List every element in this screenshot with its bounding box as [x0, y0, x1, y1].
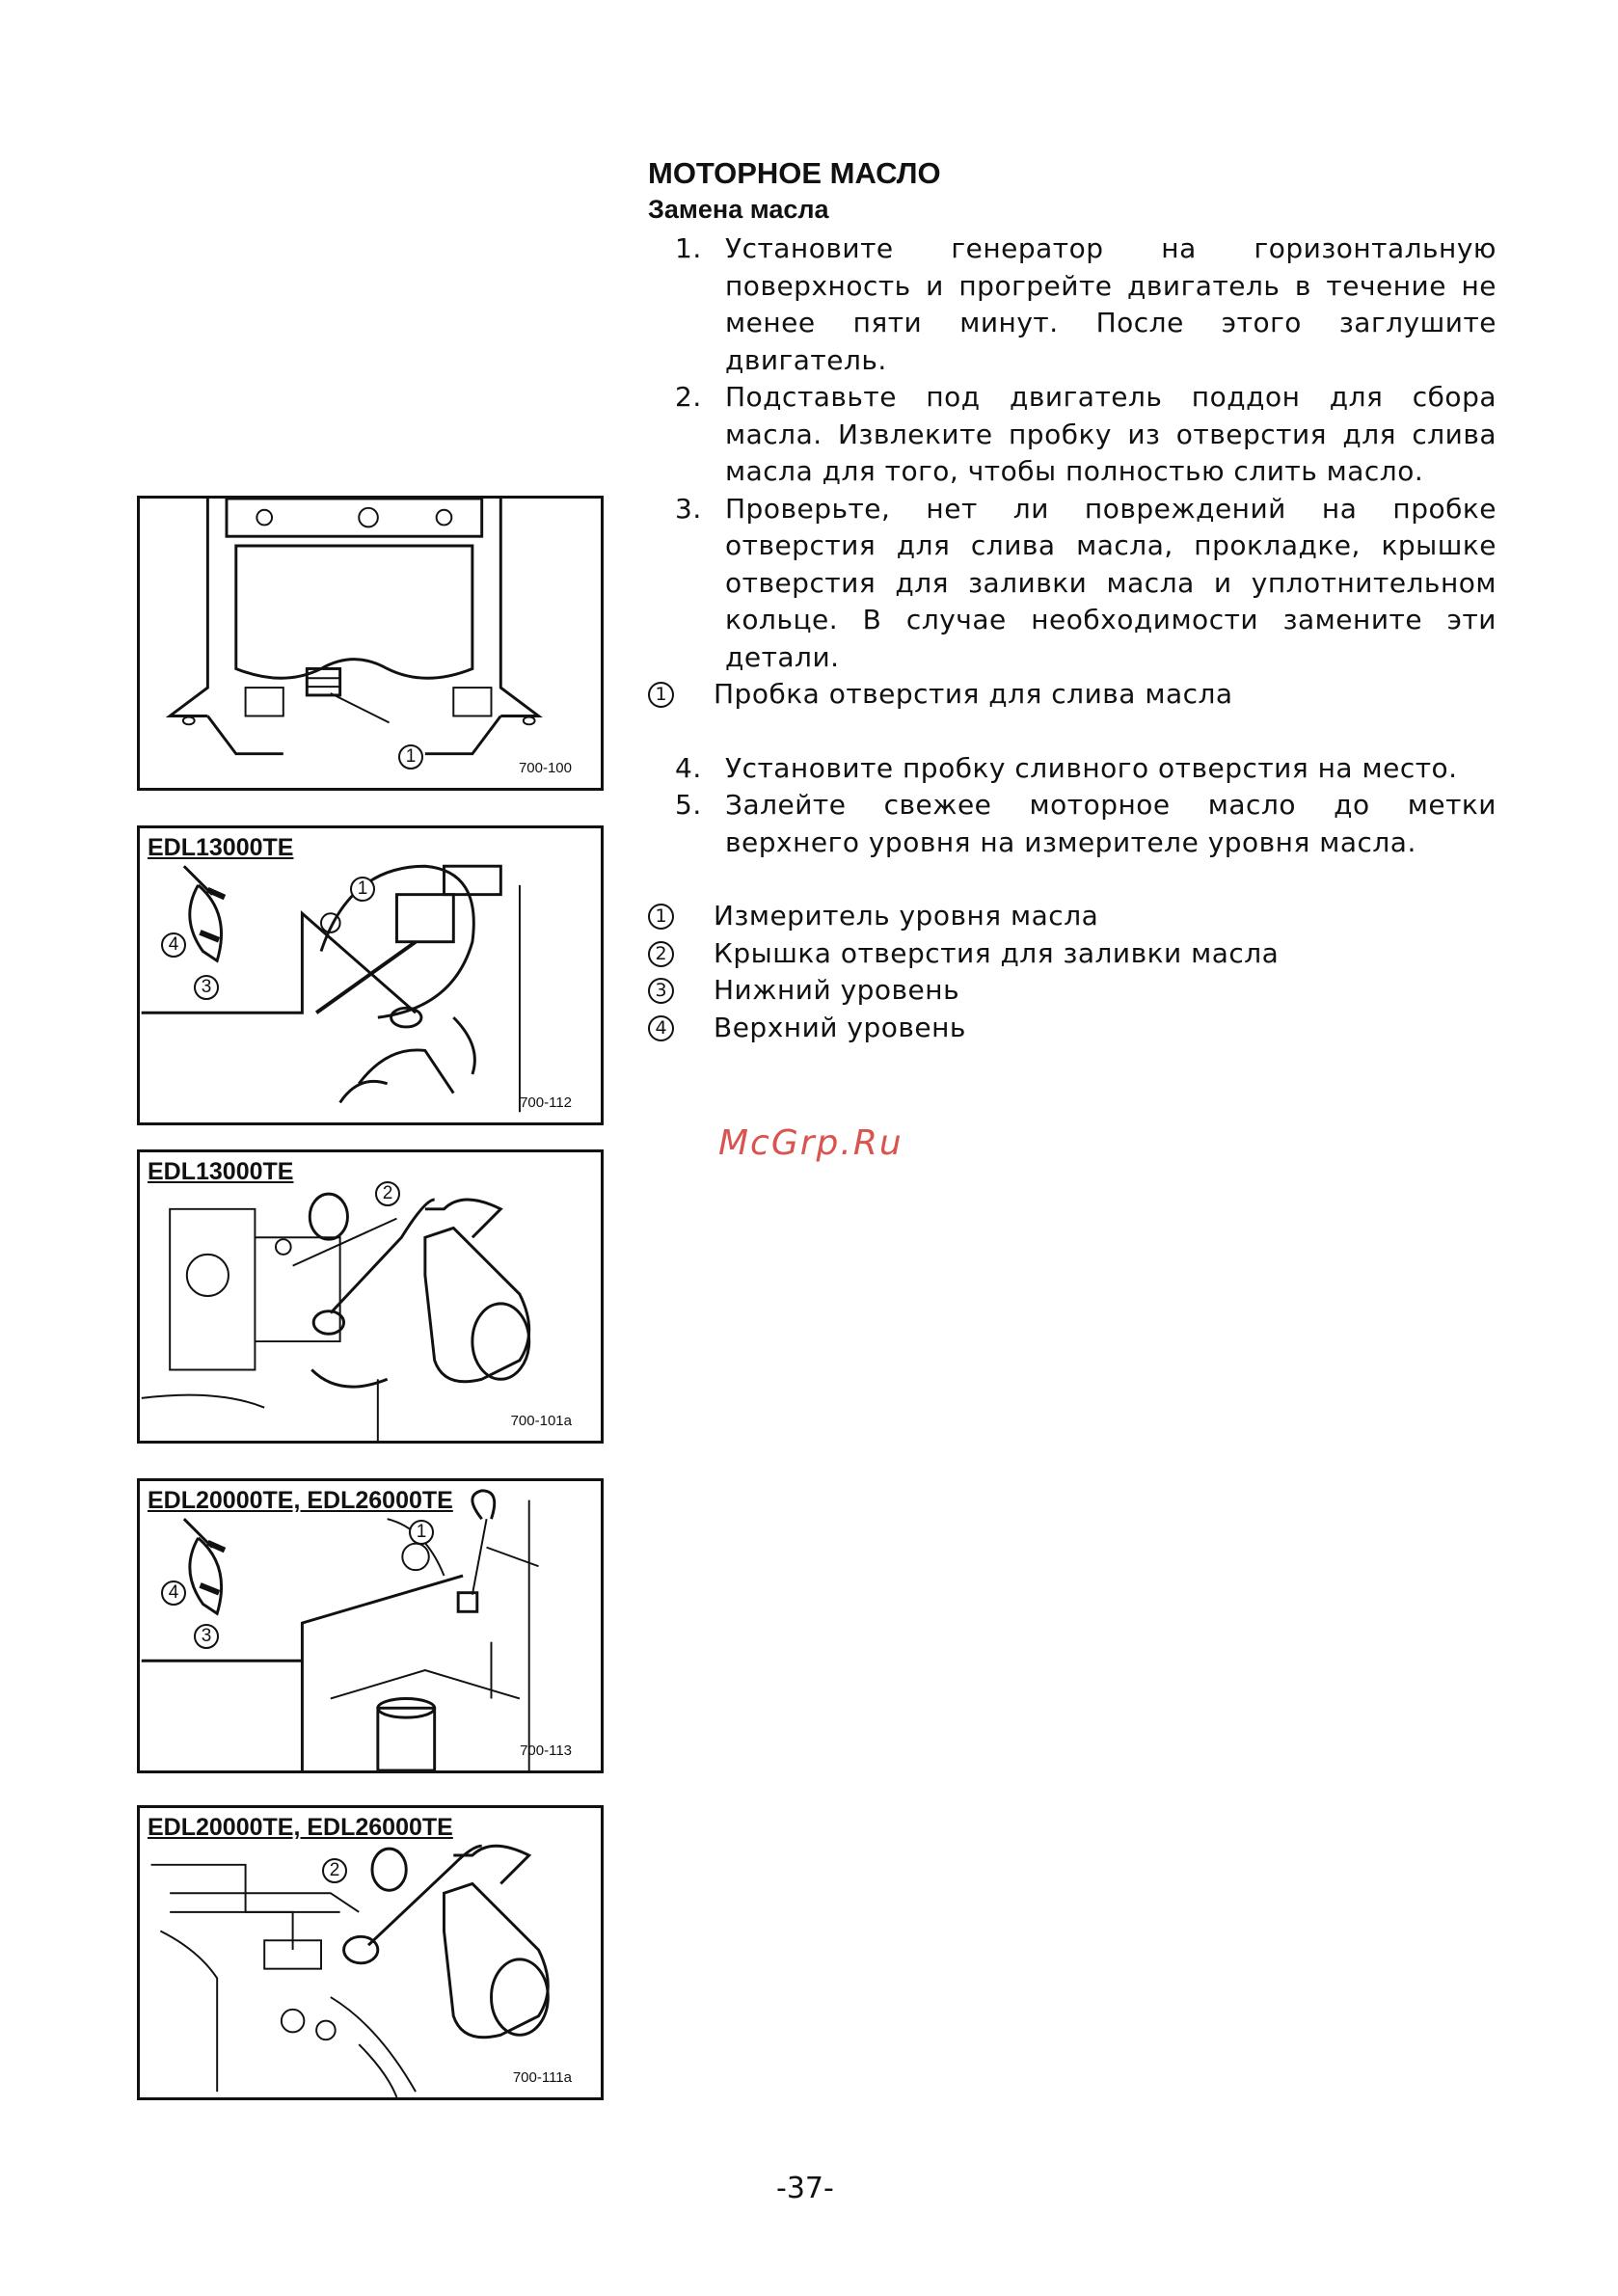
instructions-body [648, 230, 1497, 1046]
page-number: -37- [776, 2172, 834, 2205]
legend-item: 4 Верхний уровень [648, 1010, 1497, 1047]
drain-plug-drawing [140, 499, 601, 788]
step-item: 4. Установите пробку сливного отверстия на место. [675, 751, 1458, 784]
step-item: 5. Залейте свежее моторное масло до метки верхнего уровня на измерителе уровня масла. [675, 789, 1497, 858]
steps-list-1 [648, 230, 1497, 676]
section-title: МОТОРНОЕ МАСЛО [648, 156, 941, 190]
callout-4: 4 [161, 1580, 186, 1606]
callout-1: 1 [398, 744, 423, 770]
figure-dipstick-edl20000 [137, 1478, 604, 1773]
callout-2: 2 [322, 1858, 347, 1883]
steps-list-2 [648, 750, 1497, 862]
figure-caption: EDL20000TE, EDL26000TE [148, 1814, 456, 1842]
callout-4: 4 [161, 932, 186, 958]
callout-3: 3 [194, 975, 219, 1000]
step-item: 3. Проверьте, нет ли повреждений на пробке отверстия для слива масла, прокладке, крышке отверстия для заливки масла и уплотнительном кольце. В случае необходимости замените эти детали. [675, 492, 1497, 673]
oil-fill-drawing [140, 1808, 601, 2097]
callout-3: 3 [194, 1624, 219, 1649]
main-text [648, 156, 1497, 1046]
figure-dipstick-edl13000 [137, 825, 604, 1125]
legend-item: 1 Пробка отверстия для слива масла [648, 676, 1497, 714]
figure-oil-fill-edl13000 [137, 1149, 604, 1444]
figure-caption: EDL13000TE [148, 1158, 296, 1186]
step-item: 2. Подставьте под двигатель поддон для сбора масла. Извлеките пробку из отверстия для слива масла для того, чтобы полностью слить масло. [675, 381, 1497, 487]
figure-code: 700-101a [510, 1413, 572, 1429]
figure-code: 700-113 [520, 1742, 572, 1759]
legend-item: 1 Измеритель уровня масла [648, 898, 1497, 935]
figure-code: 700-112 [520, 1094, 572, 1111]
legend-list-1 [648, 676, 1497, 714]
legend-list-2 [648, 898, 1497, 1046]
figure-caption: EDL13000TE [148, 834, 296, 862]
figure-caption: EDL20000TE, EDL26000TE [148, 1487, 456, 1515]
legend-item: 2 Крышка отверстия для заливки масла [648, 935, 1497, 973]
figure-oil-fill-edl20000 [137, 1805, 604, 2100]
figure-drain-plug [137, 496, 604, 791]
step-item: 1. Установите генератор на горизонтальную поверхность и прогрейте двигатель в течение не менее пяти минут. После этого заглушите двигатель. [675, 232, 1497, 376]
subsection-title: Замена масла [648, 195, 829, 224]
callout-1: 1 [409, 1520, 434, 1545]
watermark: McGrp.Ru [718, 1123, 903, 1163]
callout-1: 1 [350, 877, 375, 902]
oil-fill-drawing [140, 1152, 601, 1441]
figure-code: 700-100 [518, 760, 572, 776]
legend-item: 3 Нижний уровень [648, 972, 1497, 1010]
callout-2: 2 [375, 1181, 400, 1206]
figure-code: 700-111a [512, 2069, 572, 2086]
